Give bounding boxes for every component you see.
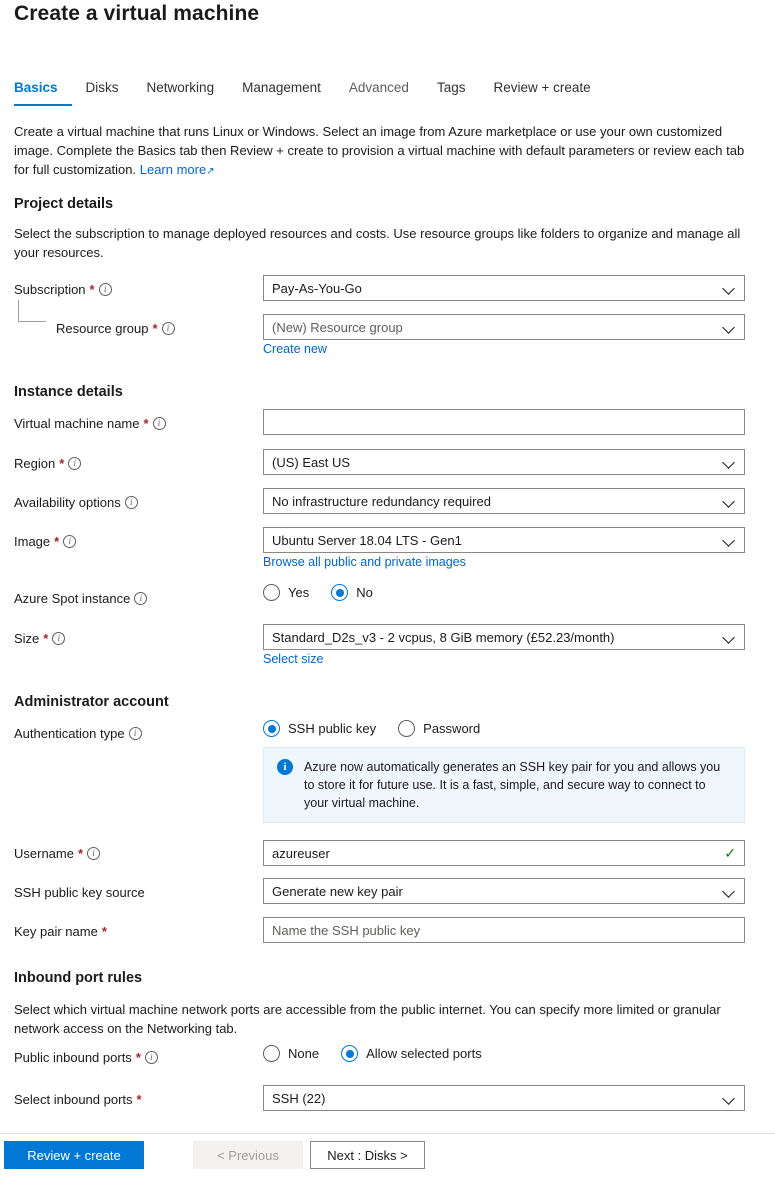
auth-ssh-label[interactable]: SSH public key bbox=[288, 721, 377, 736]
size-value: Standard_D2s_v3 - 2 vcpus, 8 GiB memory (£52.23/month) bbox=[272, 629, 615, 645]
ports-none-radio[interactable] bbox=[263, 1045, 280, 1062]
chevron-down-icon bbox=[722, 1091, 736, 1105]
required-marker: * bbox=[43, 631, 49, 646]
select-inbound-ports-select[interactable] bbox=[263, 1085, 745, 1111]
key-pair-name-input[interactable] bbox=[263, 917, 745, 943]
authentication-type-label: Authentication type i bbox=[14, 726, 142, 741]
review-create-button[interactable]: Review + create bbox=[4, 1141, 144, 1169]
resource-group-label: Resource group * i bbox=[56, 321, 175, 336]
chevron-down-icon bbox=[722, 494, 736, 508]
azure-spot-radio-group bbox=[263, 584, 387, 601]
select-inbound-ports-value: SSH (22) bbox=[272, 1090, 326, 1106]
info-icon[interactable]: i bbox=[52, 632, 65, 645]
availability-options-select[interactable] bbox=[263, 488, 745, 514]
auth-password-label[interactable]: Password bbox=[423, 721, 481, 736]
create-new-resource-group-link[interactable]: Create new bbox=[263, 342, 327, 356]
select-inbound-ports-label: Select inbound ports * bbox=[14, 1092, 142, 1107]
inbound-port-rules-heading: Inbound port rules bbox=[14, 970, 143, 986]
tab-networking[interactable]: Networking bbox=[146, 80, 215, 95]
required-marker: * bbox=[54, 534, 60, 549]
required-marker: * bbox=[135, 1050, 141, 1065]
ssh-key-source-value: Generate new key pair bbox=[272, 883, 403, 899]
resource-group-value: (New) Resource group bbox=[272, 319, 403, 335]
tab-disks[interactable]: Disks bbox=[85, 80, 119, 95]
info-icon[interactable]: i bbox=[99, 283, 112, 296]
size-select[interactable] bbox=[263, 624, 745, 650]
info-icon[interactable]: i bbox=[145, 1051, 158, 1064]
tab-advanced[interactable]: Advanced bbox=[348, 80, 409, 95]
chevron-down-icon bbox=[722, 884, 736, 898]
availability-options-label: Availability options i bbox=[14, 495, 138, 510]
next-disks-button[interactable]: Next : Disks > bbox=[310, 1141, 425, 1169]
size-label: Size * i bbox=[14, 631, 65, 646]
tab-management[interactable]: Management bbox=[242, 80, 321, 95]
region-label: Region * i bbox=[14, 456, 81, 471]
image-value: Ubuntu Server 18.04 LTS - Gen1 bbox=[272, 532, 462, 548]
ssh-key-source-select[interactable] bbox=[263, 878, 745, 904]
azure-spot-label: Azure Spot instance i bbox=[14, 591, 147, 606]
required-marker: * bbox=[77, 846, 84, 861]
info-icon[interactable]: i bbox=[129, 727, 142, 740]
authentication-type-radio-group bbox=[263, 720, 494, 737]
info-icon[interactable]: i bbox=[63, 535, 76, 548]
subscription-label: Subscription * i bbox=[14, 282, 112, 297]
project-details-description: Select the subscription to manage deployed resources and costs. Use resource groups like folders to organize and manage all your resources. bbox=[14, 226, 741, 260]
administrator-account-heading: Administrator account bbox=[14, 694, 169, 710]
info-icon[interactable]: i bbox=[153, 417, 166, 430]
previous-button: < Previous bbox=[193, 1141, 303, 1169]
key-pair-name-value: Name the SSH public key bbox=[272, 922, 421, 938]
inbound-port-rules-description: Select which virtual machine network ports are accessible from the public internet. You can specify more limited or granular network access on the Networking tab. bbox=[14, 1002, 721, 1036]
valid-check-icon: ✓ bbox=[724, 844, 736, 861]
chevron-down-icon bbox=[722, 455, 736, 469]
region-value: (US) East US bbox=[272, 454, 351, 470]
public-inbound-ports-label: Public inbound ports * i bbox=[14, 1050, 158, 1065]
azure-spot-yes-radio[interactable] bbox=[263, 584, 280, 601]
required-marker: * bbox=[136, 1092, 142, 1107]
username-value: azureuser bbox=[272, 845, 330, 861]
chevron-down-icon bbox=[722, 281, 736, 295]
info-icon[interactable]: i bbox=[162, 322, 175, 335]
ports-none-label[interactable]: None bbox=[288, 1046, 320, 1061]
info-circle-icon: i bbox=[277, 759, 293, 775]
intro-text bbox=[14, 122, 749, 181]
vm-name-label: Virtual machine name * i bbox=[14, 416, 166, 431]
username-input[interactable] bbox=[263, 840, 745, 866]
subscription-value: Pay-As-You-Go bbox=[272, 280, 362, 296]
chevron-down-icon bbox=[722, 320, 736, 334]
image-label: Image * i bbox=[14, 534, 76, 549]
chevron-down-icon bbox=[722, 630, 736, 644]
page-title: Create a virtual machine bbox=[14, 2, 260, 25]
username-label: Username * i bbox=[14, 846, 100, 861]
ssh-key-info-text: Azure now automatically generates an SSH key pair for you and allows you to store it for future use. It is a fast, simple, and secure way to connect to your virtual machine. bbox=[304, 760, 721, 810]
info-icon[interactable]: i bbox=[68, 457, 81, 470]
ports-allow-selected-label[interactable]: Allow selected ports bbox=[366, 1046, 482, 1061]
region-select[interactable] bbox=[263, 449, 745, 475]
info-icon[interactable]: i bbox=[87, 847, 100, 860]
chevron-down-icon bbox=[722, 533, 736, 547]
tab-bar bbox=[14, 80, 605, 106]
info-icon[interactable]: i bbox=[125, 496, 138, 509]
public-inbound-ports-radio-group bbox=[263, 1045, 496, 1062]
footer-divider bbox=[0, 1133, 775, 1134]
ssh-key-source-label: SSH public key source bbox=[14, 885, 145, 900]
required-marker: * bbox=[89, 282, 95, 297]
select-size-link[interactable]: Select size bbox=[263, 652, 324, 666]
external-link-icon[interactable]: ↗ bbox=[206, 166, 215, 177]
azure-spot-no-label[interactable]: No bbox=[356, 585, 373, 600]
required-marker: * bbox=[59, 456, 65, 471]
required-marker: * bbox=[101, 924, 107, 939]
subscription-select[interactable] bbox=[263, 275, 745, 301]
intro-paragraph: Create a virtual machine that runs Linux or Windows. Select an image from Azure marketplace or use your own customized image. Complete the Basics tab then Review + create to provision a virtual machine with default parameters or review each tab for full customization. bbox=[14, 124, 745, 177]
tab-review-create[interactable]: Review + create bbox=[493, 80, 591, 95]
instance-details-heading: Instance details bbox=[14, 384, 123, 400]
azure-spot-yes-label[interactable]: Yes bbox=[288, 585, 310, 600]
tab-tags[interactable]: Tags bbox=[436, 80, 466, 95]
info-icon[interactable]: i bbox=[134, 592, 147, 605]
project-details-heading: Project details bbox=[14, 196, 114, 212]
tab-basics[interactable]: Basics bbox=[14, 80, 72, 106]
resource-group-tree-connector bbox=[18, 300, 46, 322]
auth-ssh-radio[interactable] bbox=[263, 720, 280, 737]
azure-spot-no-radio[interactable] bbox=[331, 584, 348, 601]
required-marker: * bbox=[143, 416, 149, 431]
learn-more-link[interactable]: Learn more bbox=[139, 162, 207, 177]
availability-options-value: No infrastructure redundancy required bbox=[272, 493, 491, 509]
browse-images-link[interactable]: Browse all public and private images bbox=[263, 555, 466, 569]
required-marker: * bbox=[152, 321, 158, 336]
ssh-key-info-banner bbox=[263, 747, 745, 823]
key-pair-name-label: Key pair name * bbox=[14, 924, 107, 939]
vm-name-input[interactable] bbox=[263, 409, 745, 435]
resource-group-select[interactable] bbox=[263, 314, 745, 340]
auth-password-radio[interactable] bbox=[398, 720, 415, 737]
image-select[interactable] bbox=[263, 527, 745, 553]
ports-allow-selected-radio[interactable] bbox=[341, 1045, 358, 1062]
